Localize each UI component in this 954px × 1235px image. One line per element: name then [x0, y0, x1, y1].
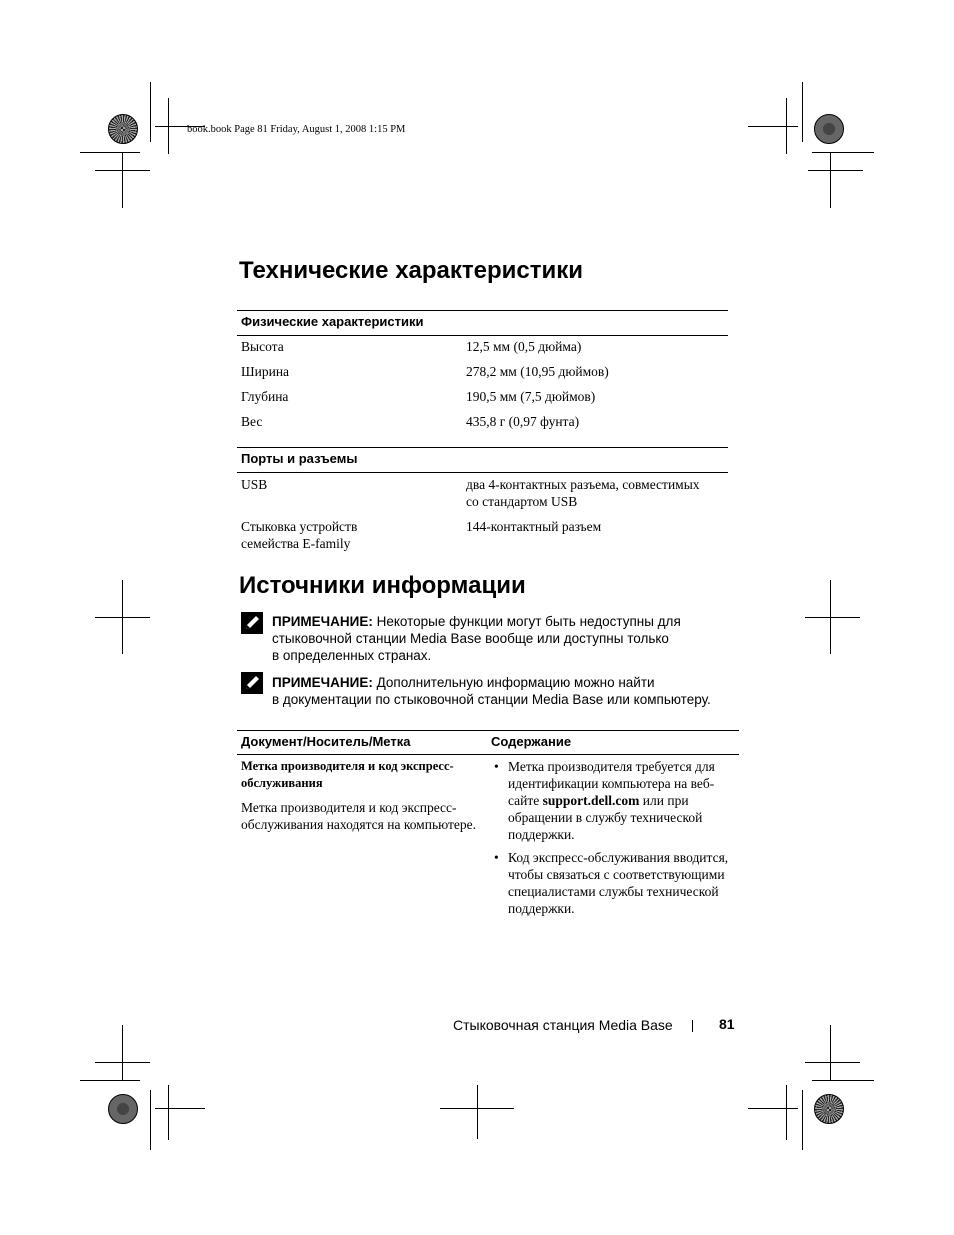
page-number: 81	[719, 1016, 735, 1032]
registration-wheel-icon	[108, 1094, 138, 1124]
table-cell-label: семейства E-family	[241, 536, 351, 551]
list-item-line: • Метка производителя требуется для	[508, 759, 715, 774]
note-text: Дополнительную информацию можно найти	[372, 675, 655, 690]
table-cell-value: 190,5 мм (7,5 дюймов)	[466, 389, 596, 404]
section-title-sources: Источники информации	[239, 572, 526, 599]
list-item-line: специалистами службы технической	[508, 884, 719, 899]
table-cell-label: USB	[241, 477, 268, 492]
table-header-col2: Содержание	[491, 734, 572, 749]
table-cell-label: Стыковка устройств	[241, 519, 358, 534]
note-label: ПРИМЕЧАНИЕ:	[272, 675, 373, 690]
list-item-line: поддержки.	[508, 827, 575, 842]
list-item	[492, 758, 742, 843]
list-item-line: обращении в службу технической	[508, 810, 703, 825]
footer-separator	[692, 1020, 693, 1032]
info-bullet-list	[492, 758, 742, 923]
table-cell-value: 435,8 г (0,97 фунта)	[466, 414, 580, 429]
list-item-line: поддержки.	[508, 901, 575, 916]
info-item-body-line: обслуживания находятся на компьютере.	[241, 817, 477, 832]
table-cell-label: Высота	[241, 339, 284, 354]
note-pencil-icon	[241, 612, 263, 634]
list-item-line	[508, 792, 742, 809]
print-header: book.book Page 81 Friday, August 1, 2008 1:15 PM	[187, 124, 406, 135]
section-title-specs: Технические характеристики	[239, 257, 584, 284]
table-cell-value: 12,5 мм (0,5 дюйма)	[466, 339, 582, 354]
table-cell-label: Ширина	[241, 364, 290, 379]
table-cell-value: 278,2 мм (10,95 дюймов)	[466, 364, 609, 379]
list-item	[492, 849, 742, 917]
footer-title: Стыковочная станция Media Base	[453, 1017, 673, 1033]
note-text: Некоторые функции могут быть недоступны для	[372, 614, 681, 629]
note-1	[272, 613, 742, 664]
registration-wheel-icon	[108, 114, 138, 144]
note-text: в документации по стыковочной станции Media Base или компьютеру.	[272, 692, 711, 707]
list-item-line: идентификации компьютера на веб-	[508, 776, 715, 791]
info-item-title-line: Метка производителя и код экспресс-	[241, 759, 454, 773]
registration-wheel-icon	[814, 114, 844, 144]
note-2	[272, 674, 742, 708]
note-text: стыковочной станции Media Base вообще или доступны только	[272, 631, 669, 646]
table-cell-value: два 4-контактных разъема, совместимых	[466, 477, 700, 492]
support-link[interactable]: support.dell.com	[542, 793, 640, 808]
info-item-title-line: обслуживания	[241, 776, 323, 790]
info-item-body	[241, 799, 476, 833]
table-cell-value: со стандартом USB	[466, 494, 578, 509]
list-item-line: чтобы связаться с соответствующими	[508, 867, 725, 882]
table-header-physical: Физические характеристики	[241, 314, 424, 329]
note-label: ПРИМЕЧАНИЕ:	[272, 614, 373, 629]
table-cell-label: Глубина	[241, 389, 289, 404]
info-item-title	[241, 758, 454, 792]
note-text: в определенных странах.	[272, 648, 432, 663]
registration-wheel-icon	[814, 1094, 844, 1124]
note-pencil-icon	[241, 672, 263, 694]
table-cell-label: Вес	[241, 414, 263, 429]
table-header-col1: Документ/Носитель/Метка	[241, 734, 411, 749]
info-item-body-line: Метка производителя и код экспресс-	[241, 800, 457, 815]
table-header-ports: Порты и разъемы	[241, 451, 358, 466]
list-item-line: • Код экспресс-обслуживания вводится,	[508, 850, 729, 865]
list-item-text: или при	[639, 793, 689, 808]
list-item-text: сайте	[508, 793, 543, 808]
table-cell-value: 144-контактный разъем	[466, 519, 602, 534]
